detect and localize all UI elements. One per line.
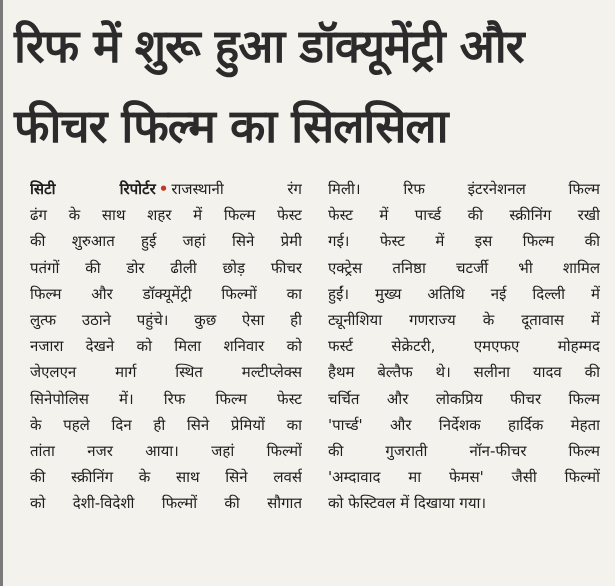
article-headline (14, 6, 609, 166)
text-line: एक्ट्रेस तनिष्ठा चटर्जी भी शामिल (328, 258, 600, 277)
text-line: के पहले दिन ही सिने प्रेमियों का (30, 415, 302, 434)
article-body (30, 176, 610, 584)
text-line: जेएलएन मार्ग स्थित मल्टीप्लेक्स (30, 363, 302, 382)
text-line: फिल्म और डॉक्यूमेंट्री फिल्मों का (30, 284, 302, 303)
article-column-right (328, 176, 600, 517)
text-line: सिनेपोलिस में। रिफ फिल्म फेस्ट (30, 389, 302, 408)
clipping-edge-shadow (0, 0, 3, 586)
headline-line-2: फीचर फिल्म का सिलसिला (14, 99, 448, 153)
text-line: की शुरुआत हुई जहां सिने प्रेमी (30, 232, 302, 251)
text-line: की गुजराती नॉन-फीचर फिल्म (328, 442, 600, 461)
text-line: फेस्ट में पार्च्ड की स्क्रीनिंग रखी (328, 206, 600, 225)
headline-line-1: रिफ में शुरू हुआ डॉक्यूमेंट्री और (14, 19, 524, 73)
article-column-left (30, 176, 302, 517)
text-line: नजारा देखने को मिला शनिवार को (30, 337, 302, 356)
text-line: की स्क्रीनिंग के साथ सिने लवर्स (30, 468, 302, 487)
text-line: 'अम्दावाद मा फेमस' जैसी फिल्मों (328, 468, 600, 487)
text-line (30, 176, 302, 202)
text-line: चर्चित और लोकप्रिय फीचर फिल्म (328, 389, 600, 408)
text-line: हुईं। मुख्य अतिथि नई दिल्ली में (328, 284, 600, 303)
bullet-icon: • (158, 180, 169, 198)
byline: सिटी रिपोर्टर (30, 180, 156, 198)
text-line: को फेस्टिवल में दिखाया गया। (328, 494, 487, 513)
text-line: 'पार्च्ड' और निर्देशक हार्दिक मेहता (328, 415, 600, 434)
text-line-content: राजस्थानी रंग (171, 180, 302, 198)
text-line: गई। फेस्ट में इस फिल्म की (328, 232, 600, 251)
text-line: फर्स्ट सेक्रेटरी, एमएफए मोहम्मद (328, 337, 600, 356)
text-line: लुत्फ उठाने पहुंचे। कुछ ऐसा ही (30, 311, 302, 330)
text-line: पतंगों की डोर ढीली छोड़ फीचर (30, 258, 302, 277)
text-line: मिली। रिफ इंटरनेशनल फिल्म (328, 180, 600, 198)
text-line: ढंग के साथ शहर में फिल्म फेस्ट (30, 206, 302, 225)
text-line: तांता नजर आया। जहां फिल्मों (30, 442, 302, 461)
text-line: ट्यूनीशिया गणराज्य के दूतावास में (328, 311, 600, 330)
text-line: को देशी-विदेशी फिल्मों की सौगात (30, 494, 302, 513)
text-line: हैथम बेल्तैफ थे। सलीना यादव की (328, 363, 600, 382)
